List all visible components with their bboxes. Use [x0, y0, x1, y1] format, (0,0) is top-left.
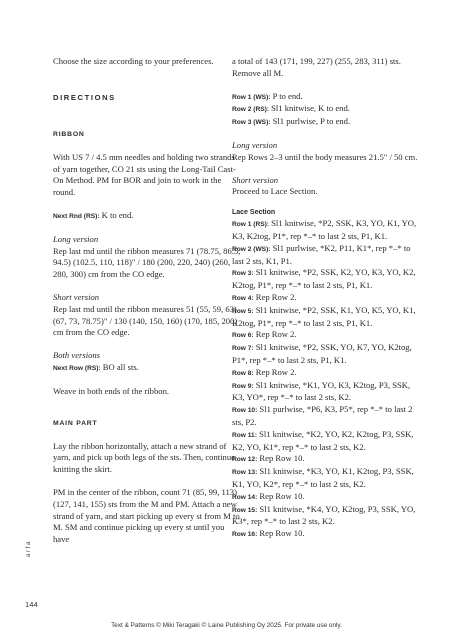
- row-text: Sl1 knitwise, *K3, YO, K1, K2tog, P3, SSK, K1, YO, K2*, rep *–* to last 2 sts, K2.: [232, 466, 414, 489]
- lace-row: [232, 404, 424, 429]
- lace-row: [232, 218, 424, 243]
- row-text: P to end.: [270, 90, 303, 101]
- row-label: Row 16:: [232, 531, 258, 539]
- next-rnd-row: [53, 210, 241, 223]
- row-label: Row 2 (RS):: [232, 106, 269, 114]
- row-label: Next Rnd (RS):: [53, 212, 100, 220]
- right-column: [232, 56, 424, 541]
- row-label: Row 3:: [232, 270, 254, 278]
- pattern-row: [232, 103, 424, 116]
- ribbon-heading: RIBBON: [53, 130, 85, 138]
- row-text: Rep Row 2.: [253, 329, 297, 340]
- row-label: Row 11:: [232, 431, 257, 439]
- long-version-title: Long version: [232, 139, 278, 150]
- row-text: Sl1 knitwise, *P2, SSK, K1, YO, K5, YO, K1, K2tog, P1*, rep *–* to last 2 sts, P1, K1.: [232, 304, 416, 328]
- short-version-title: Short version: [53, 291, 100, 302]
- row-text: Sl1 knitwise, *K2, YO, K2, K2tog, P3, SSK, K2, YO, K1*, rep *–* to last 2 sts, K2.: [232, 428, 414, 452]
- long-version-text: Rep last rnd until the ribbon measures 71 (78.75, 86.5, 94.5) (102.5, 110, 118)" / 180 (200, 220, 240) (260, 280, 300) cm from the CO edge.: [53, 245, 241, 280]
- row-label: Row 8:: [232, 369, 254, 377]
- side-label: arfa: [25, 540, 32, 558]
- row-label: Row 9:: [232, 382, 254, 390]
- directions-heading: DIRECTIONS: [53, 92, 116, 102]
- lace-row: [232, 342, 424, 367]
- row-text: Sl1 knitwise, *K1, YO, K3, K2tog, P3, SSK, K3, YO*, rep *–* to last 2 sts, K2.: [232, 379, 411, 403]
- lace-row: [232, 243, 424, 268]
- short-version-text: Rep last rnd until the ribbon measures 51 (55, 59, 63) (67, 73, 78.75)" / 130 (140, 150, 160) (170, 185, 200) cm from the CO edge.: [53, 303, 238, 338]
- row-label: Row 4:: [232, 294, 254, 302]
- continued-text: a total of 143 (171, 199, 227) (255, 283, 311) sts. Remove all M.: [232, 56, 401, 78]
- pattern-row: [232, 116, 424, 129]
- main-part-heading: MAIN PART: [53, 419, 98, 427]
- long-version-title: Long version: [53, 233, 99, 244]
- row-label: Row 2 (WS):: [232, 245, 271, 253]
- row-label: Row 7:: [232, 345, 254, 353]
- lace-row: [232, 305, 424, 330]
- lace-row: [232, 466, 424, 491]
- main-part-text-2: PM in the center of the ribbon, count 71 (85, 99, 113) (127, 141, 155) sts from the M and PM. Attach a new strand of yarn, and start picking up every st from M to M. SM and continue picking up every st until you have: [53, 486, 240, 545]
- lace-row: [232, 380, 424, 405]
- row-label: Row 6:: [232, 332, 254, 340]
- row-text: Sl1 knitwise, *P2, SSK, YO, K7, YO, K2tog, P1*, rep *–* to last 2 sts, P1, K1.: [232, 342, 412, 365]
- row-label: Row 3 (WS):: [232, 119, 271, 127]
- lace-rows: [232, 218, 424, 541]
- row-label: Row 1 (WS):: [232, 93, 271, 101]
- row-text: Sl1 knitwise, *K4, YO, K2tog, P3, SSK, YO, K3*, rep *–* to last 2 sts, K2.: [232, 503, 416, 527]
- row-text: Sl1 knitwise, *P2, SSK, K3, YO, K1, YO, K3, K2tog, P1*, rep *–* to last 2 sts, P1, K1.: [232, 218, 417, 241]
- row-label: Row 13:: [232, 469, 258, 477]
- intro-text: Choose the size according to your preferences.: [53, 56, 214, 66]
- ribbon-instructions: With US 7 / 4.5 mm needles and holding two strands of yarn together, CO 21 sts using the Long-Tail Cast-On Method. PM for BOR and join to work in the round.: [53, 151, 236, 198]
- lace-section-heading: Lace Section: [232, 209, 276, 217]
- lace-row: [232, 453, 424, 466]
- row-text: Rep Row 10.: [257, 528, 305, 539]
- short-version-title: Short version: [232, 174, 279, 185]
- left-column: [53, 56, 241, 557]
- page-number: 144: [25, 600, 38, 609]
- row-text: Rep Row 2.: [253, 366, 297, 377]
- row-text: Sl1 purlwise, P to end.: [270, 116, 351, 127]
- weave-text: Weave in both ends of the ribbon.: [53, 385, 170, 396]
- row-text: BO all sts.: [100, 361, 139, 372]
- row-label: Row 12:: [232, 456, 258, 464]
- long-version-text: Rep Rows 2–3 until the body measures 21.5" / 50 cm.: [232, 151, 418, 162]
- row-text: Rep Row 10.: [257, 453, 305, 464]
- lace-row: [232, 528, 424, 541]
- row-text: Rep Row 2.: [253, 291, 297, 302]
- lace-row: [232, 491, 424, 504]
- row-text: Sl1 purlwise, *K2, P11, K1*, rep *–* to last 2 sts, K1, P1.: [232, 242, 411, 266]
- lace-row: [232, 429, 424, 454]
- row-text: Sl1 knitwise, K to end.: [269, 103, 350, 114]
- main-part-text-1: Lay the ribbon horizontally, attach a new strand of yarn, and pick up both legs of the sts. Then, continue knitting the skirt.: [53, 440, 235, 475]
- both-versions-title: Both versions: [53, 350, 101, 361]
- pattern-row: [232, 91, 424, 104]
- lace-row: [232, 267, 424, 292]
- footer-copyright: Text & Patterns © Miki Teragaki © Laine Publishing Oy 2025. For private use only.: [111, 622, 342, 629]
- row-text: K to end.: [99, 209, 134, 220]
- row-label: Row 14:: [232, 493, 258, 501]
- row-label: Row 10:: [232, 407, 258, 415]
- lace-row: [232, 292, 424, 305]
- rows-block: [232, 91, 424, 129]
- lace-row: [232, 504, 424, 529]
- row-text: Rep Row 10.: [257, 490, 305, 501]
- row-label: Next Row (RS):: [53, 364, 101, 372]
- row-text: Sl1 purlwise, *P6, K3, P5*, rep *–* to last 2 sts, P2.: [232, 404, 413, 427]
- row-label: Row 1 (RS):: [232, 221, 269, 229]
- row-label: Row 15:: [232, 506, 258, 514]
- both-versions-row: [53, 362, 241, 375]
- short-version-text: Proceed to Lace Section.: [232, 186, 318, 197]
- row-label: Row 5:: [232, 307, 254, 315]
- row-text: Sl1 knitwise, *P2, SSK, K2, YO, K3, YO, K2, K2tog, P1*, rep *–* to last 2 sts, P1, K1.: [232, 267, 416, 291]
- lace-row: [232, 329, 424, 342]
- lace-row: [232, 367, 424, 380]
